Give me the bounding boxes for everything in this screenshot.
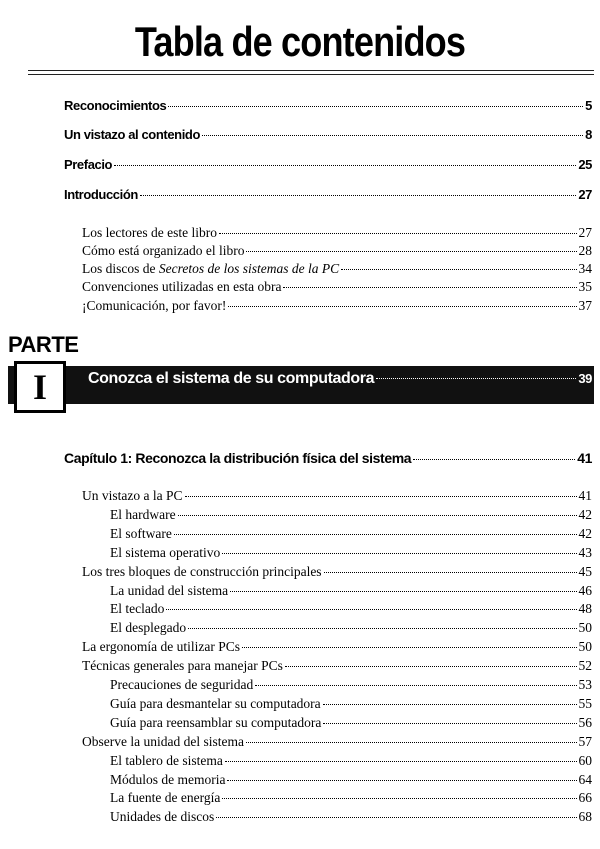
dot-leader [242,647,577,648]
toc-entry-section[interactable] [110,545,592,561]
toc-entry-label [82,261,339,277]
toc-entry-label: Guía para reensamblar su computadora [110,715,322,730]
toc-entry-label: Prefacio [64,157,113,172]
book-title-italic: Secretos de los sistemas de la PC [158,261,340,276]
toc-entry-label: La unidad del sistema [110,583,229,598]
toc-entry-label: Reconocimientos [64,98,167,113]
toc-entry-page: 27 [578,225,592,240]
toc-entry-section[interactable] [110,809,592,825]
dot-leader [376,378,576,379]
toc-entry-label: El software [110,526,172,541]
dot-leader [216,817,576,818]
toc-entry-label: El desplegado [110,620,187,635]
toc-entry-section[interactable] [82,564,592,580]
toc-entry-label: Convenciones utilizadas en esta obra [82,279,282,294]
toc-entry-page: 68 [578,809,592,824]
toc-entry-label: Introducción [64,187,138,202]
toc-entry-section[interactable] [110,715,592,731]
toc-entry-page: 60 [578,753,592,768]
chapter-page: 41 [577,450,592,466]
toc-entry-page: 45 [578,564,592,579]
toc-entry-label: El hardware [110,507,176,522]
toc-entry-page: 41 [578,488,592,503]
dot-leader [222,553,576,554]
toc-entry-page: 53 [578,677,592,692]
dot-leader [114,165,576,166]
toc-entry-label: Un vistazo al contenido [64,127,200,142]
toc-entry-prefacio[interactable] [64,157,592,172]
toc-entry-label: Unidades de discos [110,809,215,824]
toc-entry-page: 43 [578,545,592,560]
toc-entry-page: 37 [578,298,592,313]
dot-leader [228,306,576,307]
toc-entry-page: 27 [578,187,592,202]
toc-entry-section[interactable] [110,526,592,542]
toc-entry-page: 35 [578,279,592,294]
toc-entry-label: Un vistazo a la PC [82,488,183,503]
toc-entry-comunicacion[interactable] [82,298,592,314]
toc-entry-label: El tablero de sistema [110,753,223,768]
dot-leader [219,233,577,234]
toc-entry-page: 52 [578,658,592,673]
toc-entry-page: 46 [578,583,592,598]
toc-entry-label: Los tres bloques de construcción principales [82,564,322,579]
toc-entry-label: Guía para desmantelar su computadora [110,696,321,711]
toc-entry-label: Módulos de memoria [110,772,226,787]
dot-leader [283,287,576,288]
title-rule-top [28,70,594,71]
dot-leader [413,459,575,460]
dot-leader [185,496,577,497]
toc-entry-page: 5 [585,98,592,113]
toc-entry-reconocimientos[interactable] [64,98,592,113]
dot-leader [323,704,577,705]
toc-entry-label: ¡Comunicación, por favor! [82,298,227,313]
toc-entry-label: El sistema operativo [110,545,221,560]
dot-leader [341,269,576,270]
toc-entry-section[interactable] [110,507,592,523]
toc-entry-page: 66 [578,790,592,805]
toc-entry-label: El teclado [110,601,165,616]
toc-entry-label: Técnicas generales para manejar PCs [82,658,283,673]
toc-entry-part-1[interactable] [88,370,592,388]
toc-entry-section[interactable] [82,488,592,504]
toc-entry-convenciones[interactable] [82,279,592,295]
toc-entry-discos[interactable] [82,261,592,277]
dot-leader [323,723,576,724]
toc-entry-page: 56 [578,715,592,730]
toc-entry-label: La fuente de energía [110,790,221,805]
title-rule-bottom [28,74,594,75]
part-page: 39 [578,371,592,386]
toc-entry-section[interactable] [110,790,592,806]
toc-entry-label-text: Los discos de [82,261,159,276]
toc-entry-page: 50 [578,620,592,635]
toc-entry-section[interactable] [110,601,592,617]
toc-entry-page: 34 [578,261,592,276]
toc-entry-page: 8 [585,127,592,142]
dot-leader [227,780,576,781]
toc-entry-organizado[interactable] [82,243,592,259]
toc-entry-page: 42 [578,526,592,541]
toc-entry-section[interactable] [110,583,592,599]
dot-leader [255,685,576,686]
chapter-title: Capítulo 1: Reconozca la distribución física del sistema [64,450,412,466]
dot-leader [225,761,577,762]
toc-entry-section[interactable] [110,620,592,636]
toc-entry-lectores[interactable] [82,225,592,241]
toc-entry-section[interactable] [82,734,592,750]
dot-leader [168,106,583,107]
toc-entry-introduccion[interactable] [64,187,592,202]
toc-entry-page: 28 [578,243,592,258]
toc-entry-page: 64 [578,772,592,787]
toc-entry-page: 55 [578,696,592,711]
dot-leader [222,798,576,799]
dot-leader [285,666,577,667]
dot-leader [246,251,576,252]
part-title: Conozca el sistema de su computadora [88,370,375,387]
part-label: PARTE [8,332,79,357]
toc-entry-section[interactable] [110,772,592,788]
toc-entry-page: 50 [578,639,592,654]
toc-entry-page: 48 [578,601,592,616]
toc-entry-label: La ergonomía de utilizar PCs [82,639,240,654]
dot-leader [166,609,576,610]
dot-leader [174,534,577,535]
toc-entry-section[interactable] [110,696,592,712]
toc-entry-section[interactable] [82,658,592,674]
toc-entry-chapter-1[interactable] [64,450,592,466]
toc-entry-section[interactable] [110,677,592,693]
toc-entry-section[interactable] [82,639,592,655]
toc-entry-label: Precauciones de seguridad [110,677,254,692]
toc-entry-section[interactable] [110,753,592,769]
toc-entry-page: 25 [578,157,592,172]
toc-entry-label: Cómo está organizado el libro [82,243,245,258]
toc-entry-label: Los lectores de este libro [82,225,217,240]
dot-leader [202,135,583,136]
dot-leader [178,515,577,516]
part-numeral: I [14,361,66,413]
dot-leader [324,572,577,573]
dot-leader [140,195,576,196]
toc-entry-page: 42 [578,507,592,522]
toc-entry-vistazo-contenido[interactable] [64,127,592,142]
toc-entry-label: Observe la unidad del sistema [82,734,244,749]
dot-leader [230,591,576,592]
dot-leader [188,628,576,629]
toc-entry-page: 57 [578,734,592,749]
dot-leader [246,742,577,743]
page-title: Tabla de contenidos [134,18,466,65]
